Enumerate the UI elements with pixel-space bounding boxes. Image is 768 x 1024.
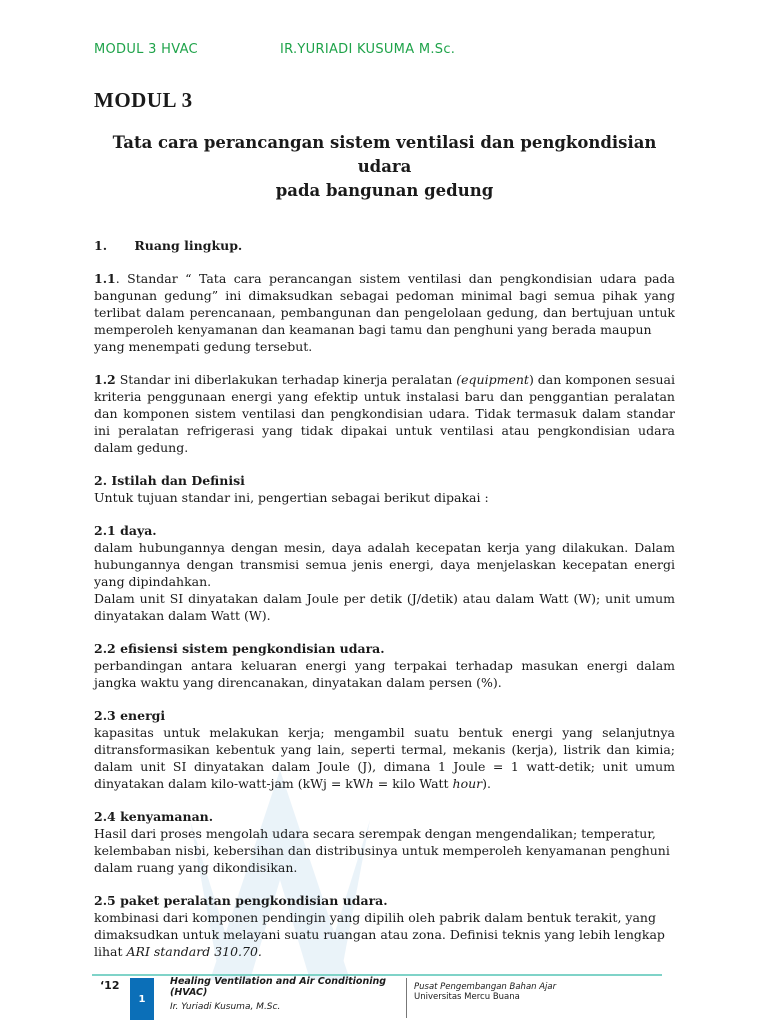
paragraph-1-1-text: . Standar “ Tata cara perancangan sistem ventilasi dan pengkondisian udara pada bangunan gedung” ini dimaksudkan sebagai pedoman minimal bagi semua pihak yang terlibat dalam perencanaan, pembangunan dan pengelolaan gedung, dan bertujuan untuk memperoleh kenyamanan dan keamanan bagi tamu dan penghuni yang berada maupun (94, 271, 675, 337)
section-2-1 (94, 522, 675, 624)
paragraph-1-2-text-b: ) dan komponen sesuai kriteria penggunaan energi yang efektip untuk instalasi baru dan penggantian peralatan dan komponen sistem ventilasi dan pengkondisian udara. Tidak termasuk dalam standar ini peralatan refrigerasi yang tidak dipakai untuk ventilasi atau pengkondisian udara dalam gedung. (94, 372, 676, 455)
section-2-3-text-hour: hour (452, 776, 483, 791)
header-author: IR.YURIADI KUSUMA M.Sc. (280, 42, 456, 57)
document-body (94, 88, 675, 976)
footer-author: Ir. Yuriadi Kusuma, M.Sc. (170, 1002, 281, 1012)
section-2-3-text (94, 724, 675, 792)
page-footer (92, 976, 672, 1024)
section-2-2-text: perbandingan antara keluaran energi yang terpakai terhadap masukan energi dalam jangka waktu yang direncanakan, dinyatakan dalam persen (%). (94, 658, 675, 690)
paragraph-1-1 (94, 270, 675, 355)
paragraph-1-2-emphasis: (equipment (456, 372, 529, 387)
section-2-3-title: 2.3 energi (94, 708, 166, 723)
section-2-1-text-2: Dalam unit SI dinyatakan dalam Joule per detik (J/detik) atau dalam Watt (W); unit umum dinyatakan dalam Watt (W). (94, 591, 675, 623)
section-2-1-title: 2.1 daya. (94, 523, 157, 538)
footer-separator (406, 978, 407, 1018)
section-2-5-text (94, 909, 675, 960)
paragraph-1-1-tail: yang menempati gedung tersebut. (94, 339, 313, 354)
page-subtitle (94, 131, 675, 203)
section-2 (94, 472, 675, 506)
paragraph-1-2-text-a: Standar ini diberlakukan terhadap kinerja peralatan (115, 372, 457, 387)
footer-institution (414, 982, 556, 1002)
section-2-3-text-a: kapasitas untuk melakukan kerja; mengambil suatu bentuk energi yang selanjutnya ditransformasikan kebentuk yang lain, seperti termal, mekanis (kerja), listrik dan kimia; dalam unit SI dinyatakan dalam Joule (J), dimana 1 Joule = 1 watt-detik; unit umum dinyatakan dalam kilo-watt-jam (kWj = kW (94, 725, 675, 791)
section-2-2 (94, 640, 675, 691)
section-2-4-text: Hasil dari proses mengolah udara secara serempak dengan mengendalikan; temperatur, kelembaban nisbi, kebersihan dan distribusinya untuk memperoleh kenyamanan penghuni dalam ruang yang dikondisikan. (94, 826, 670, 875)
section-2-5-title: 2.5 paket peralatan pengkondisian udara. (94, 893, 388, 908)
running-header (94, 42, 456, 57)
section-2-5-reference: ARI standard 310.70. (126, 944, 262, 959)
header-module: MODUL 3 HVAC (94, 42, 198, 57)
paragraph-1-2-number: 1.2 (94, 372, 116, 387)
subtitle-line-2: pada bangunan gedung (275, 181, 494, 200)
paragraph-1-1-number: 1.1 (94, 271, 116, 286)
section-1-title: Ruang lingkup. (134, 238, 243, 253)
section-2-1-text-1: dalam hubungannya dengan mesin, daya adalah kecepatan kerja yang dilakukan. Dalam hubungannya dengan transmisi semua jenis energi, daya menjelaskan kecepatan energi yang dipindahkan. (94, 540, 675, 589)
section-2-5 (94, 892, 675, 960)
section-1-heading (94, 237, 675, 254)
section-2-4-title: 2.4 kenyamanan. (94, 809, 214, 824)
section-2-text: Untuk tujuan standar ini, pengertian sebagai berikut dipakai : (94, 490, 489, 505)
footer-institution-line-2: Universitas Mercu Buana (414, 992, 520, 1002)
section-2-2-title: 2.2 efisiensi sistem pengkondisian udara. (94, 641, 385, 656)
section-1-number: 1. (94, 238, 108, 253)
paragraph-1-2 (94, 371, 675, 456)
section-2-title: 2. Istilah dan Definisi (94, 473, 245, 488)
subtitle-line-1: Tata cara perancangan sistem ventilasi dan pengkondisian udara (112, 133, 657, 176)
footer-page-number: 1 (130, 978, 154, 1020)
section-2-4 (94, 808, 675, 876)
section-2-5-text-a: kombinasi dari komponen pendingin yang dipilih oleh pabrik dalam bentuk terakit, yang dimaksudkan untuk melayani suatu ruangan atau zona. Definisi teknis yang lebih lengkap lihat (94, 910, 665, 959)
section-2-3-text-c: ). (482, 776, 492, 791)
section-2-3-text-h: h (365, 776, 374, 791)
footer-year: ‘12 (100, 979, 120, 992)
footer-institution-line-1: Pusat Pengembangan Bahan Ajar (414, 982, 557, 992)
footer-course-title: Healing Ventilation and Air Conditioning (HVAC) (170, 976, 387, 998)
page-title: MODUL 3 (94, 88, 193, 112)
section-2-3-text-b: = kilo Watt (373, 776, 453, 791)
section-2-3 (94, 707, 675, 792)
